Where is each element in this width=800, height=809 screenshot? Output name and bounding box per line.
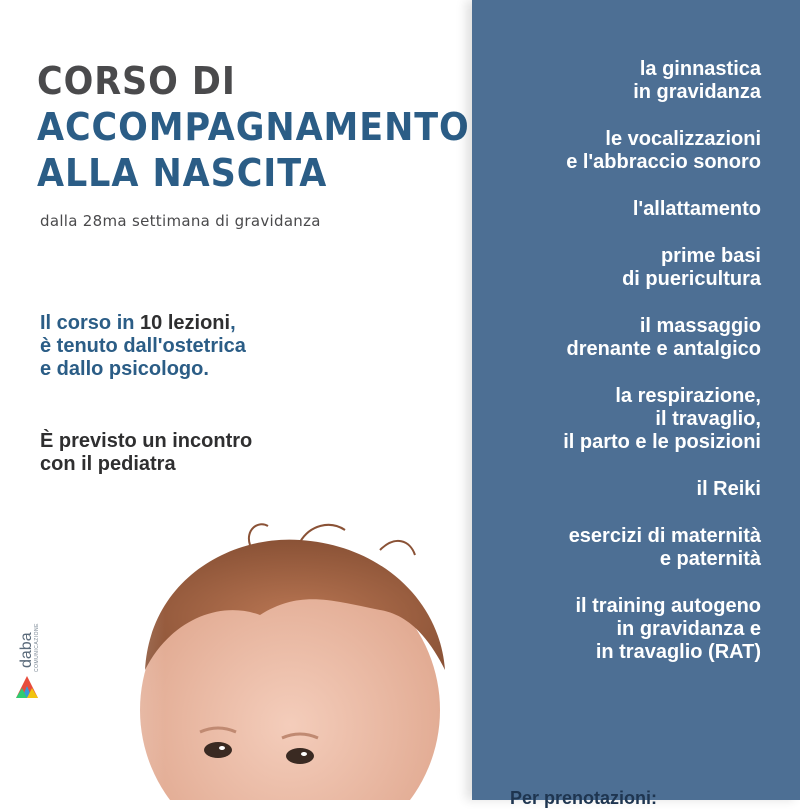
pediatrician-line-2: con il pediatra <box>40 453 176 475</box>
topic-item: l'allattamento <box>632 198 761 220</box>
pediatrician-note <box>40 430 252 476</box>
course-info <box>40 312 246 381</box>
topic-item: la respirazione, il travaglio, il parto e le posizioni <box>563 385 761 453</box>
topic-item: prime basi di puericultura <box>622 245 761 290</box>
topic-item: il Reiki <box>696 478 761 500</box>
topic-item: il massaggio drenante e antalgico <box>566 315 761 360</box>
course-subtitle: dalla 28ma settimana di gravidanza <box>40 212 321 230</box>
baby-photo <box>0 520 472 800</box>
daba-logo-icon <box>16 676 38 698</box>
topic-item: esercizi di maternità e paternità <box>568 525 761 570</box>
info-text-start: Il corso in <box>40 312 141 334</box>
title-line-3: ALLA NASCITA <box>37 151 328 195</box>
topics-list <box>563 58 761 688</box>
info-line-3: e dallo psicologo. <box>40 358 209 380</box>
info-lessons-count: 10 lezioni <box>140 312 231 334</box>
course-title <box>37 58 472 196</box>
title-line-1: CORSO DI <box>37 59 236 103</box>
topic-item: le vocalizzazioni e l'abbraccio sonoro <box>566 128 761 173</box>
info-line-2: è tenuto dall'ostetrica <box>40 335 246 357</box>
booking-heading: Per prenotazioni: <box>510 788 658 808</box>
title-line-2: ACCOMPAGNAMENTO <box>37 105 470 149</box>
daba-logo-subtext: COMUNICAZIONE <box>34 623 40 672</box>
daba-logo-text: daba <box>18 632 35 668</box>
pediatrician-line-1: È previsto un incontro <box>40 430 253 452</box>
daba-logo <box>14 598 48 698</box>
topic-item: il training autogeno in gravidanza e in travaglio (RAT) <box>575 595 761 663</box>
info-comma: , <box>230 312 236 334</box>
topic-item: la ginnastica in gravidanza <box>633 58 761 103</box>
